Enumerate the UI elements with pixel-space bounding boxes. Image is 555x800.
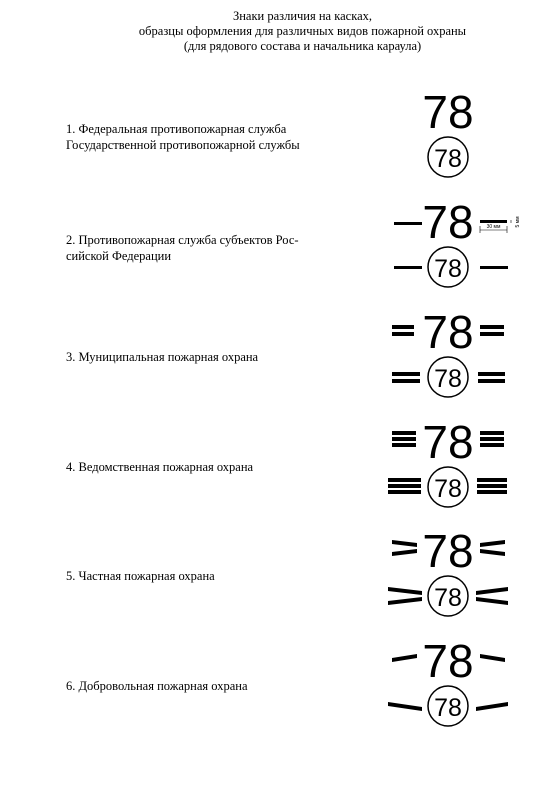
row-4-number-large: 78 bbox=[422, 416, 474, 468]
row-4-stripe-bottom-right-2 bbox=[477, 484, 507, 488]
row-2-label-line-2: сийской Федерации bbox=[66, 249, 172, 263]
row-1-badge-graphic bbox=[380, 88, 520, 193]
row-3-stripe-top-right-2 bbox=[480, 332, 504, 336]
row-1-number-large: 78 bbox=[422, 86, 474, 138]
row-3-stripe-top-right-1 bbox=[480, 325, 504, 329]
row-3-label-line-1: 3. Муниципальная пожарная охрана bbox=[66, 350, 259, 364]
title-line-3: (для рядового состава и начальника караула) bbox=[183, 39, 422, 53]
row-4-stripe-bottom-left-3 bbox=[388, 490, 421, 494]
title-line-1: Знаки различия на касках, bbox=[232, 9, 373, 23]
row-6-label-line-1: 6. Добровольная пожарная охрана bbox=[66, 679, 248, 693]
row-4-stripe-top-left-3 bbox=[392, 443, 416, 447]
row-5-chevron-bottom-left-1 bbox=[388, 587, 422, 595]
row-4-stripe-top-left-2 bbox=[392, 437, 416, 441]
row-5-chevron-top-left-2 bbox=[392, 549, 417, 556]
row-4-stripe-top-right-3 bbox=[480, 443, 504, 447]
row-3-stripe-top-left-1 bbox=[392, 325, 414, 329]
row-4-stripe-top-right-2 bbox=[480, 437, 504, 441]
row-6-number-circle: 78 bbox=[434, 694, 462, 722]
row-5-number-circle: 78 bbox=[434, 584, 462, 612]
row-3-stripe-top-left-2 bbox=[392, 332, 414, 336]
row-6-badge bbox=[380, 637, 520, 742]
row-2-stripe-bottom-right bbox=[480, 266, 508, 269]
row-1-label-line-2: Государственной противопожарной службы bbox=[66, 138, 300, 152]
row-5-chevron-top-right-1 bbox=[480, 540, 505, 547]
row-6-chevron-top-left bbox=[392, 654, 417, 662]
row-3-stripe-bottom-right-1 bbox=[478, 372, 505, 376]
row-4-stripe-bottom-left-2 bbox=[388, 484, 421, 488]
row-2-stripe-top-right bbox=[480, 220, 507, 223]
row-4-stripe-bottom-right-1 bbox=[477, 478, 507, 482]
row-3-stripe-bottom-left-1 bbox=[392, 372, 420, 376]
row-1-label bbox=[66, 121, 356, 153]
row-5-chevron-top-right-2 bbox=[480, 549, 505, 556]
row-6-chevron-bottom-left bbox=[388, 702, 422, 711]
row-6-badge-graphic bbox=[380, 637, 520, 742]
row-3-stripe-bottom-right-2 bbox=[478, 379, 505, 383]
document-title bbox=[110, 9, 495, 54]
row-6-chevron-top-right bbox=[480, 654, 505, 662]
row-4-stripe-top-left-1 bbox=[392, 431, 416, 435]
row-2-number-circle: 78 bbox=[434, 255, 462, 283]
row-3-badge bbox=[380, 308, 520, 413]
row-1-label-line-1: 1. Федеральная противопожарная служба bbox=[66, 122, 287, 136]
row-5-chevron-bottom-right-1 bbox=[476, 587, 508, 595]
row-6-chevron-bottom-right bbox=[476, 702, 508, 711]
dim-width-label: 30 мм bbox=[486, 224, 501, 230]
row-2-badge bbox=[380, 198, 520, 303]
row-4-stripe-bottom-right-3 bbox=[477, 490, 507, 494]
row-2-label bbox=[66, 232, 356, 264]
row-5-chevron-bottom-left-2 bbox=[388, 597, 422, 605]
row-4-label bbox=[66, 459, 356, 475]
row-6-label bbox=[66, 678, 356, 694]
row-5-badge bbox=[380, 527, 520, 632]
row-5-badge-graphic bbox=[380, 527, 520, 632]
row-4-badge bbox=[380, 418, 520, 523]
row-5-number-large: 78 bbox=[422, 525, 474, 577]
title-line-2: образцы оформления для различных видов пожарной охраны bbox=[138, 24, 467, 38]
row-2-number-large: 78 bbox=[422, 196, 474, 248]
row-4-stripe-top-right-1 bbox=[480, 431, 504, 435]
row-5-label bbox=[66, 568, 356, 584]
row-5-chevron-bottom-right-2 bbox=[476, 597, 508, 605]
row-2-stripe-bottom-left bbox=[394, 266, 422, 269]
row-3-stripe-bottom-left-2 bbox=[392, 379, 420, 383]
row-4-label-line-1: 4. Ведомственная пожарная охрана bbox=[66, 460, 254, 474]
row-3-label bbox=[66, 349, 356, 365]
row-3-number-large: 78 bbox=[422, 306, 474, 358]
row-5-label-line-1: 5. Частная пожарная охрана bbox=[66, 569, 215, 583]
row-4-number-circle: 78 bbox=[434, 475, 462, 503]
row-3-badge-graphic bbox=[380, 308, 520, 413]
row-2-label-line-1: 2. Противопожарная служба субъектов Рос- bbox=[66, 233, 299, 247]
row-2-stripe-top-left bbox=[394, 222, 422, 225]
row-2-badge-graphic bbox=[380, 198, 520, 303]
row-4-stripe-bottom-left-1 bbox=[388, 478, 421, 482]
row-6-number-large: 78 bbox=[422, 635, 474, 687]
row-4-badge-graphic bbox=[380, 418, 520, 523]
row-1-badge bbox=[380, 88, 520, 193]
row-3-number-circle: 78 bbox=[434, 365, 462, 393]
row-1-number-circle: 78 bbox=[434, 145, 462, 173]
dim-height-label: 5 мм bbox=[515, 216, 521, 228]
row-5-chevron-top-left-1 bbox=[392, 540, 417, 547]
